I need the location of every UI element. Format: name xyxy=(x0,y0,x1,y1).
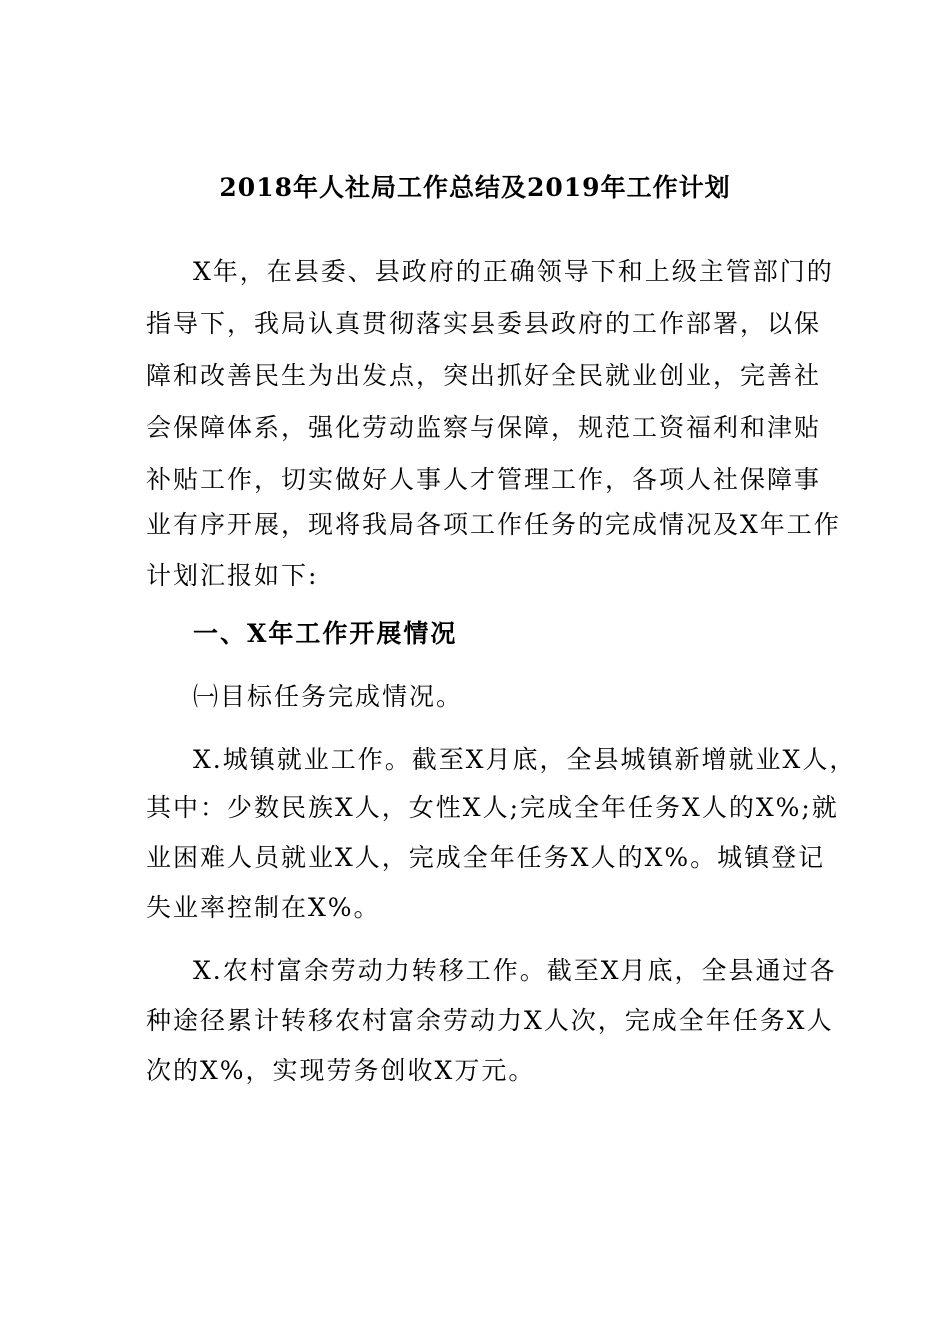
item2-line-3: 次的X%，实现劳务创收X万元。 xyxy=(146,1056,536,1085)
intro-line-5: 补贴工作，切实做好人事人才管理工作，各项人社保障事 xyxy=(146,465,822,494)
item1-line-2: 其中：少数民族X人，女性X人;完成全年任务X人的X%;就 xyxy=(146,793,839,822)
intro-line-4: 会保障体系，强化劳动监察与保障，规范工资福利和津贴 xyxy=(146,413,822,442)
intro-line-2: 指导下，我局认真贯彻落实县委县政府的工作部署，以保 xyxy=(146,309,822,338)
document-title: 2018年人社局工作总结及2019年工作计划 xyxy=(219,173,731,202)
item1-line-4: 失业率控制在X%。 xyxy=(146,893,381,922)
intro-line-6: 业有序开展，现将我局各项工作任务的完成情况及X年工作 xyxy=(146,510,841,539)
item2-line-1: X.农村富余劳动力转移工作。截至X月底，全县通过各 xyxy=(193,956,837,985)
intro-line-3: 障和改善民生为出发点，突出抓好全民就业创业，完善社 xyxy=(146,361,822,390)
section-heading: 一、X年工作开展情况 xyxy=(193,619,458,648)
item1-line-1: X.城镇就业工作。截至X月底，全县城镇新增就业X人， xyxy=(193,745,857,774)
item2-line-2: 种途径累计转移农村富余劳动力X人次，完成全年任务X人 xyxy=(146,1006,834,1035)
intro-line-7: 计划汇报如下: xyxy=(146,561,319,590)
intro-line-1: X年，在县委、县政府的正确领导下和上级主管部门的 xyxy=(193,257,834,286)
subsection-heading: ㈠目标任务完成情况。 xyxy=(193,682,464,711)
item1-line-3: 业困难人员就业X人，完成全年任务X人的X%。城镇登记 xyxy=(146,843,826,872)
